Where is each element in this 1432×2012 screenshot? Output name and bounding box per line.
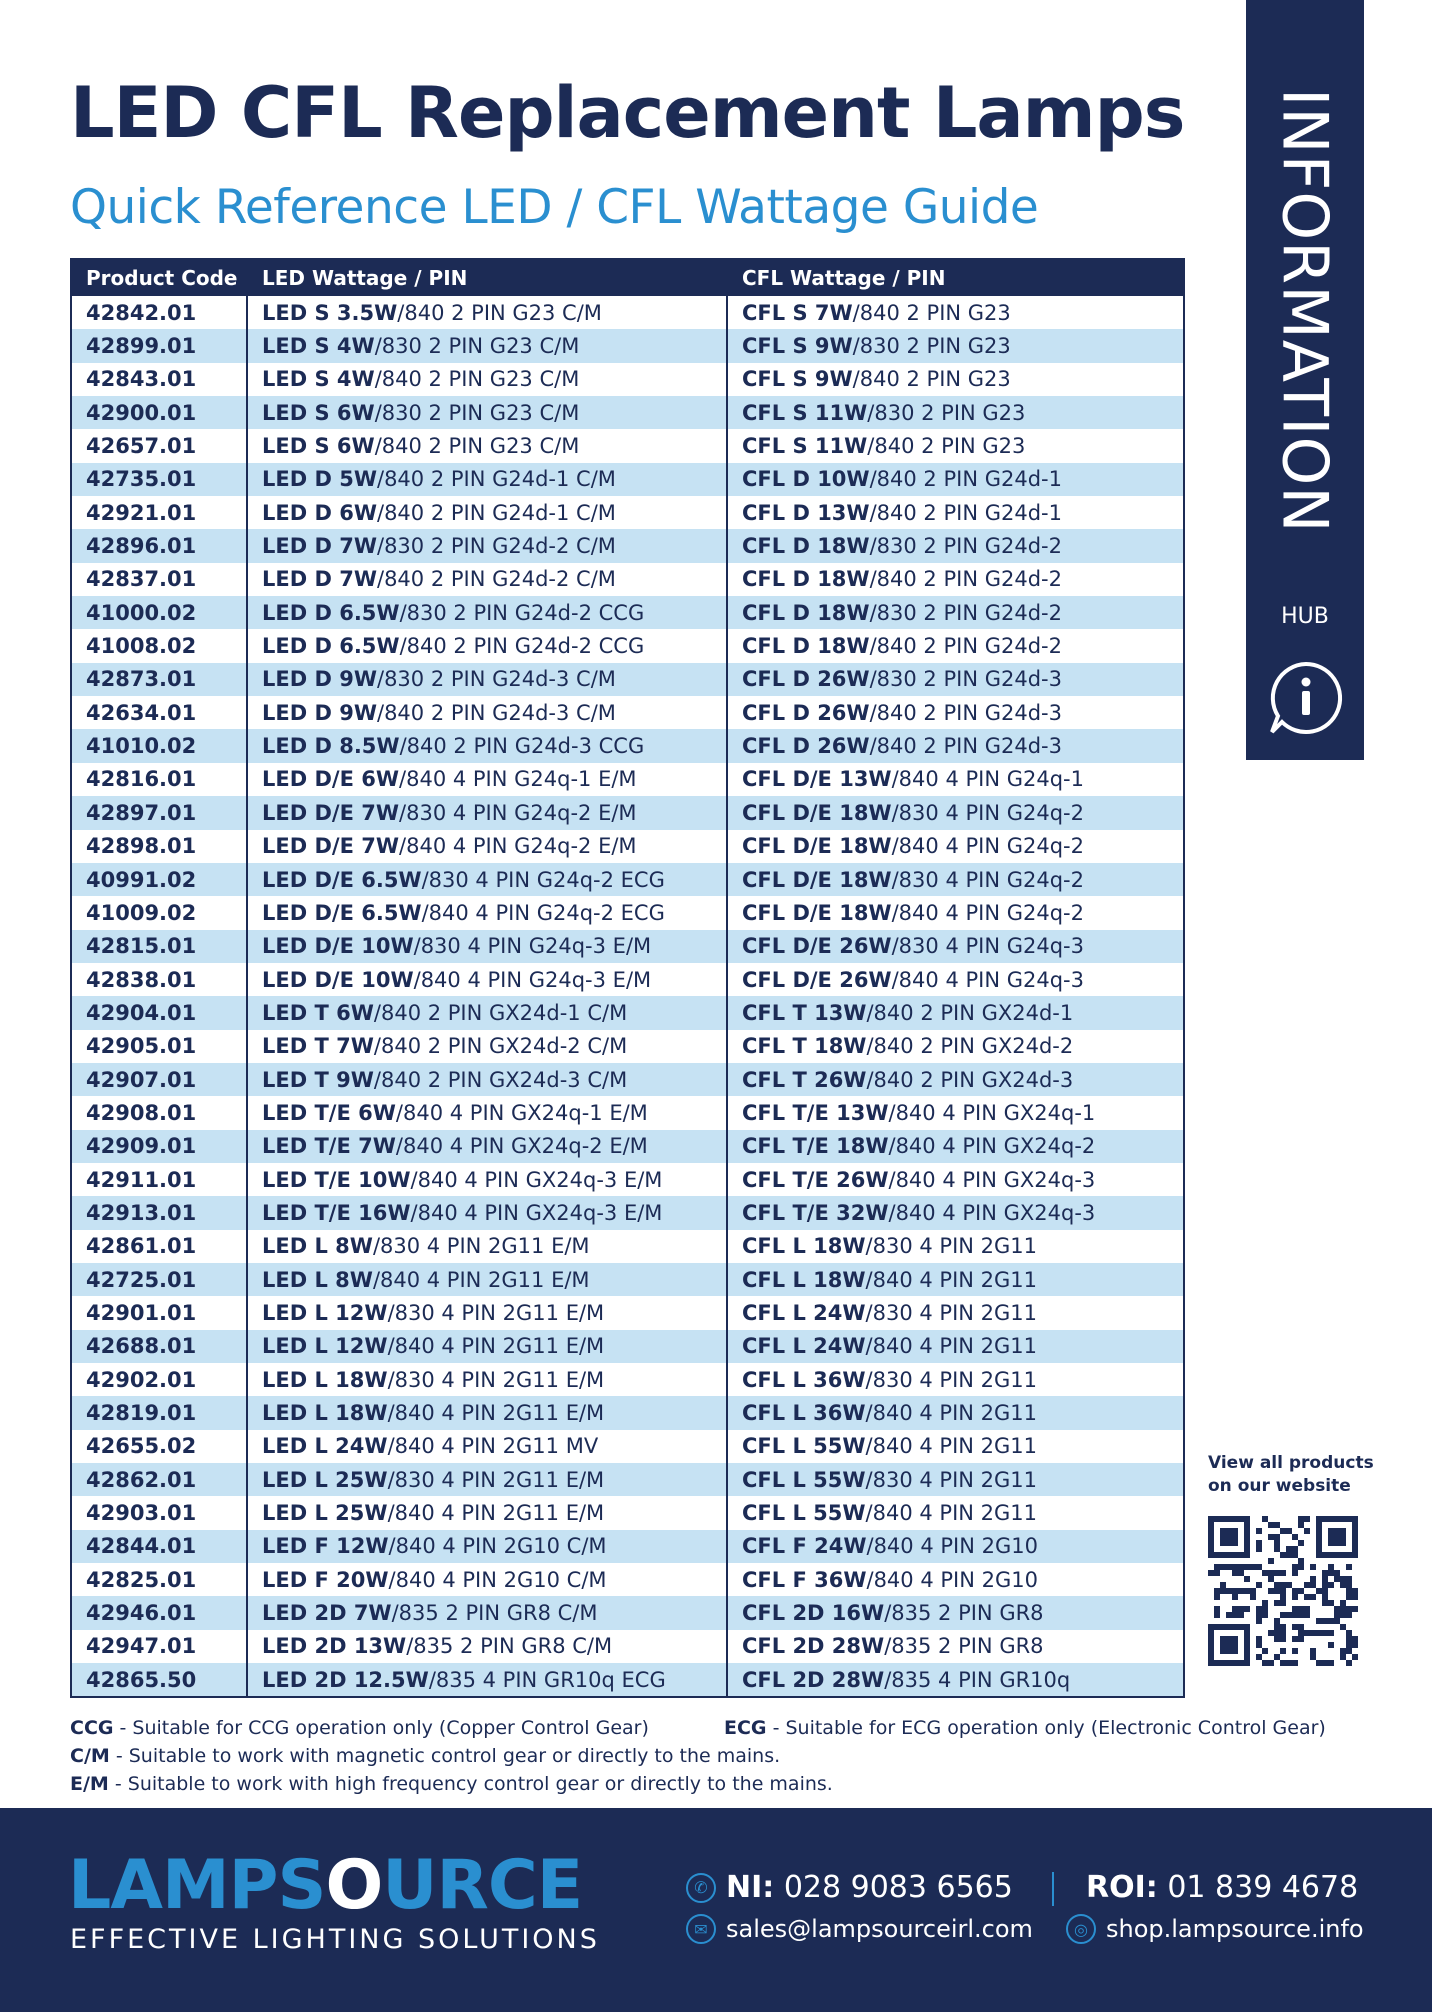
table-row bbox=[72, 1263, 1183, 1296]
cfl-wattage-cell: CFL 2D 28W /835 4 PIN GR10q bbox=[742, 1667, 1071, 1692]
cfl-wattage-cell: CFL T 18W /840 2 PIN GX24d-2 bbox=[742, 1034, 1074, 1059]
legend-notes bbox=[70, 1714, 833, 1798]
led-wattage-cell: LED D/E 7W /830 4 PIN G24q-2 E/M bbox=[248, 796, 728, 829]
cfl-wattage-cell: CFL T/E 32W /840 4 PIN GX24q-3 bbox=[742, 1200, 1096, 1225]
led-wattage-cell: LED D/E 10W /830 4 PIN G24q-3 E/M bbox=[248, 930, 728, 963]
led-wattage-cell: LED D 9W /830 2 PIN G24d-3 C/M bbox=[248, 663, 728, 696]
page-subtitle: Quick Reference LED / CFL Wattage Guide bbox=[70, 180, 1039, 235]
cfl-wattage-cell: CFL L 36W /840 4 PIN 2G11 bbox=[742, 1401, 1037, 1426]
cfl-wattage-cell: CFL L 55W /840 4 PIN 2G11 bbox=[742, 1434, 1037, 1459]
cfl-wattage-cell: CFL S 7W /840 2 PIN G23 bbox=[742, 300, 1011, 325]
cfl-wattage-cell: CFL D 26W /830 2 PIN G24d-3 bbox=[742, 667, 1062, 692]
table-row bbox=[72, 796, 1183, 829]
cfl-wattage-cell: CFL D 26W /840 2 PIN G24d-3 bbox=[742, 734, 1062, 759]
cfl-wattage-cell: CFL S 9W /830 2 PIN G23 bbox=[742, 334, 1011, 359]
table-row bbox=[72, 629, 1183, 662]
product-code: 42815.01 bbox=[72, 930, 248, 963]
product-code: 42816.01 bbox=[72, 763, 248, 796]
cfl-wattage-cell: CFL 2D 16W /835 2 PIN GR8 bbox=[742, 1601, 1044, 1626]
product-code: 42655.02 bbox=[72, 1430, 248, 1463]
led-wattage-cell: LED L 12W /840 4 PIN 2G11 E/M bbox=[248, 1330, 728, 1363]
cfl-wattage-cell: CFL D/E 26W /830 4 PIN G24q-3 bbox=[742, 934, 1084, 959]
table-row bbox=[72, 1230, 1183, 1263]
cfl-wattage-cell: CFL L 55W /830 4 PIN 2G11 bbox=[742, 1467, 1037, 1492]
table-row bbox=[72, 729, 1183, 762]
cfl-wattage-cell: CFL D 26W /840 2 PIN G24d-3 bbox=[742, 700, 1062, 725]
product-code: 42921.01 bbox=[72, 496, 248, 529]
table-row bbox=[72, 1563, 1183, 1596]
cfl-wattage-cell: CFL 2D 28W /835 2 PIN GR8 bbox=[742, 1634, 1044, 1659]
product-code: 42861.01 bbox=[72, 1230, 248, 1263]
led-wattage-cell: LED S 6W /840 2 PIN G23 C/M bbox=[248, 429, 728, 462]
product-code: 42899.01 bbox=[72, 329, 248, 362]
led-wattage-cell: LED T/E 6W /840 4 PIN GX24q-1 E/M bbox=[248, 1096, 728, 1129]
product-code: 42911.01 bbox=[72, 1163, 248, 1196]
cfl-wattage-cell: CFL F 36W /840 4 PIN 2G10 bbox=[742, 1567, 1038, 1592]
led-wattage-cell: LED D 6W /840 2 PIN G24d-1 C/M bbox=[248, 496, 728, 529]
product-code: 42947.01 bbox=[72, 1630, 248, 1663]
roi-phone[interactable]: ROI: 01 839 4678 bbox=[1086, 1870, 1359, 1905]
header-cfl-wattage: CFL Wattage / PIN bbox=[742, 266, 946, 290]
led-wattage-cell: LED D/E 6.5W /830 4 PIN G24q-2 ECG bbox=[248, 863, 728, 896]
phone-icon: ✆ bbox=[686, 1873, 716, 1903]
cfl-wattage-cell: CFL S 9W /840 2 PIN G23 bbox=[742, 367, 1011, 392]
cfl-wattage-cell: CFL T/E 18W /840 4 PIN GX24q-2 bbox=[742, 1134, 1096, 1159]
product-code: 42913.01 bbox=[72, 1196, 248, 1229]
cfl-wattage-cell: CFL L 24W /830 4 PIN 2G11 bbox=[742, 1300, 1037, 1325]
product-code: 42902.01 bbox=[72, 1363, 248, 1396]
cfl-wattage-cell: CFL F 24W /840 4 PIN 2G10 bbox=[742, 1534, 1038, 1559]
cfl-wattage-cell: CFL L 55W /840 4 PIN 2G11 bbox=[742, 1501, 1037, 1526]
led-wattage-cell: LED L 25W /840 4 PIN 2G11 E/M bbox=[248, 1496, 728, 1529]
table-row bbox=[72, 1363, 1183, 1396]
led-wattage-cell: LED 2D 12.5W /835 4 PIN GR10q ECG bbox=[248, 1663, 728, 1696]
led-wattage-cell: LED S 6W /830 2 PIN G23 C/M bbox=[248, 396, 728, 429]
led-wattage-cell: LED T 6W /840 2 PIN GX24d-1 C/M bbox=[248, 996, 728, 1029]
cfl-wattage-cell: CFL L 18W /840 4 PIN 2G11 bbox=[742, 1267, 1037, 1292]
table-row bbox=[72, 1130, 1183, 1163]
led-wattage-cell: LED T/E 7W /840 4 PIN GX24q-2 E/M bbox=[248, 1130, 728, 1163]
table-row bbox=[72, 429, 1183, 462]
table-row bbox=[72, 963, 1183, 996]
table-row bbox=[72, 1196, 1183, 1229]
led-wattage-cell: LED D 8.5W /840 2 PIN G24d-3 CCG bbox=[248, 729, 728, 762]
product-code: 41008.02 bbox=[72, 629, 248, 662]
cfl-wattage-cell: CFL D 10W /840 2 PIN G24d-1 bbox=[742, 467, 1062, 492]
cfl-wattage-cell: CFL D 18W /830 2 PIN G24d-2 bbox=[742, 534, 1062, 559]
page-title: LED CFL Replacement Lamps bbox=[70, 72, 1185, 154]
led-wattage-cell: LED D/E 7W /840 4 PIN G24q-2 E/M bbox=[248, 830, 728, 863]
note-ccg: CCG - Suitable for CCG operation only (Copper Control Gear) bbox=[70, 1717, 649, 1739]
table-row bbox=[72, 1163, 1183, 1196]
led-wattage-cell: LED F 20W /840 4 PIN 2G10 C/M bbox=[248, 1563, 728, 1596]
lamp-reference-table bbox=[70, 258, 1185, 1698]
cfl-wattage-cell: CFL L 36W /830 4 PIN 2G11 bbox=[742, 1367, 1037, 1392]
cfl-wattage-cell: CFL D/E 18W /840 4 PIN G24q-2 bbox=[742, 900, 1084, 925]
led-wattage-cell: LED L 8W /840 4 PIN 2G11 E/M bbox=[248, 1263, 728, 1296]
led-wattage-cell: LED D 7W /830 2 PIN G24d-2 C/M bbox=[248, 529, 728, 562]
led-wattage-cell: LED L 18W /830 4 PIN 2G11 E/M bbox=[248, 1363, 728, 1396]
table-row bbox=[72, 696, 1183, 729]
cfl-wattage-cell: CFL D 13W /840 2 PIN G24d-1 bbox=[742, 500, 1062, 525]
table-row bbox=[72, 329, 1183, 362]
led-wattage-cell: LED 2D 7W /835 2 PIN GR8 C/M bbox=[248, 1596, 728, 1629]
product-code: 42907.01 bbox=[72, 1063, 248, 1096]
product-code: 42862.01 bbox=[72, 1463, 248, 1496]
product-code: 42657.01 bbox=[72, 429, 248, 462]
header-product-code: Product Code bbox=[86, 266, 238, 290]
product-code: 41000.02 bbox=[72, 596, 248, 629]
product-code: 42909.01 bbox=[72, 1130, 248, 1163]
table-row bbox=[72, 563, 1183, 596]
led-wattage-cell: LED S 4W /830 2 PIN G23 C/M bbox=[248, 329, 728, 362]
product-code: 42873.01 bbox=[72, 663, 248, 696]
cfl-wattage-cell: CFL D 18W /840 2 PIN G24d-2 bbox=[742, 567, 1062, 592]
product-code: 42843.01 bbox=[72, 363, 248, 396]
cfl-wattage-cell: CFL D 18W /840 2 PIN G24d-2 bbox=[742, 634, 1062, 659]
cfl-wattage-cell: CFL L 24W /840 4 PIN 2G11 bbox=[742, 1334, 1037, 1359]
cfl-wattage-cell: CFL L 18W /830 4 PIN 2G11 bbox=[742, 1234, 1037, 1259]
ni-phone[interactable]: ✆ NI: 028 9083 6565 bbox=[686, 1870, 1013, 1905]
led-wattage-cell: LED D 5W /840 2 PIN G24d-1 C/M bbox=[248, 463, 728, 496]
qr-caption: View all products on our website bbox=[1208, 1453, 1374, 1496]
email-link[interactable]: ✉ sales@lampsourceirl.com bbox=[686, 1914, 1033, 1944]
led-wattage-cell: LED L 8W /830 4 PIN 2G11 E/M bbox=[248, 1230, 728, 1263]
product-code: 41009.02 bbox=[72, 896, 248, 929]
led-wattage-cell: LED L 18W /840 4 PIN 2G11 E/M bbox=[248, 1396, 728, 1429]
product-code: 42896.01 bbox=[72, 529, 248, 562]
cfl-wattage-cell: CFL D/E 13W /840 4 PIN G24q-1 bbox=[742, 767, 1084, 792]
cfl-wattage-cell: CFL D 18W /830 2 PIN G24d-2 bbox=[742, 600, 1062, 625]
table-row bbox=[72, 529, 1183, 562]
info-speech-bubble-icon bbox=[1268, 660, 1344, 736]
header-led-wattage: LED Wattage / PIN bbox=[262, 266, 468, 290]
product-code: 42634.01 bbox=[72, 696, 248, 729]
qr-code-icon[interactable] bbox=[1208, 1516, 1358, 1666]
table-row bbox=[72, 1430, 1183, 1463]
product-code: 42865.50 bbox=[72, 1663, 248, 1696]
table-row bbox=[72, 1096, 1183, 1129]
note-em: E/M - Suitable to work with high frequency control gear or directly to the mains. bbox=[70, 1773, 833, 1795]
product-code: 42819.01 bbox=[72, 1396, 248, 1429]
led-wattage-cell: LED T/E 10W /840 4 PIN GX24q-3 E/M bbox=[248, 1163, 728, 1196]
hub-label: HUB bbox=[1281, 604, 1329, 629]
cfl-wattage-cell: CFL D/E 18W /840 4 PIN G24q-2 bbox=[742, 834, 1084, 859]
table-row bbox=[72, 1330, 1183, 1363]
table-row bbox=[72, 863, 1183, 896]
product-code: 40991.02 bbox=[72, 863, 248, 896]
table-body bbox=[72, 296, 1183, 1696]
table-row bbox=[72, 1063, 1183, 1096]
led-wattage-cell: LED L 25W /830 4 PIN 2G11 E/M bbox=[248, 1463, 728, 1496]
led-wattage-cell: LED D/E 6.5W /840 4 PIN G24q-2 ECG bbox=[248, 896, 728, 929]
led-wattage-cell: LED D/E 6W /840 4 PIN G24q-1 E/M bbox=[248, 763, 728, 796]
product-code: 42897.01 bbox=[72, 796, 248, 829]
cfl-wattage-cell: CFL S 11W /830 2 PIN G23 bbox=[742, 400, 1026, 425]
product-code: 42901.01 bbox=[72, 1296, 248, 1329]
information-hub-word bbox=[1252, 88, 1358, 608]
product-code: 42898.01 bbox=[72, 830, 248, 863]
cfl-wattage-cell: CFL S 11W /840 2 PIN G23 bbox=[742, 434, 1026, 459]
cfl-wattage-cell: CFL D/E 18W /830 4 PIN G24q-2 bbox=[742, 800, 1084, 825]
note-ecg: ECG - Suitable for ECG operation only (Electronic Control Gear) bbox=[724, 1717, 1326, 1739]
led-wattage-cell: LED S 3.5W /840 2 PIN G23 C/M bbox=[248, 296, 728, 329]
led-wattage-cell: LED L 24W /840 4 PIN 2G11 MV bbox=[248, 1430, 728, 1463]
website-link[interactable]: ◎ shop.lampsource.info bbox=[1066, 1914, 1364, 1944]
table-header bbox=[72, 260, 1183, 296]
led-wattage-cell: LED T 7W /840 2 PIN GX24d-2 C/M bbox=[248, 1030, 728, 1063]
table-row bbox=[72, 496, 1183, 529]
cfl-wattage-cell: CFL T 26W /840 2 PIN GX24d-3 bbox=[742, 1067, 1074, 1092]
table-row bbox=[72, 930, 1183, 963]
product-code: 42725.01 bbox=[72, 1263, 248, 1296]
table-row bbox=[72, 1396, 1183, 1429]
led-wattage-cell: LED D 6.5W /840 2 PIN G24d-2 CCG bbox=[248, 629, 728, 662]
table-row bbox=[72, 1296, 1183, 1329]
table-row bbox=[72, 296, 1183, 329]
led-wattage-cell: LED T 9W /840 2 PIN GX24d-3 C/M bbox=[248, 1063, 728, 1096]
led-wattage-cell: LED 2D 13W /835 2 PIN GR8 C/M bbox=[248, 1630, 728, 1663]
note-cm: C/M - Suitable to work with magnetic control gear or directly to the mains. bbox=[70, 1745, 781, 1767]
table-row bbox=[72, 396, 1183, 429]
led-wattage-cell: LED D 9W /840 2 PIN G24d-3 C/M bbox=[248, 696, 728, 729]
product-code: 42842.01 bbox=[72, 296, 248, 329]
table-row bbox=[72, 1596, 1183, 1629]
product-code: 42735.01 bbox=[72, 463, 248, 496]
table-row bbox=[72, 1463, 1183, 1496]
led-wattage-cell: LED D 7W /840 2 PIN G24d-2 C/M bbox=[248, 563, 728, 596]
table-row bbox=[72, 1630, 1183, 1663]
table-row bbox=[72, 996, 1183, 1029]
table-row bbox=[72, 1663, 1183, 1696]
email-icon: ✉ bbox=[686, 1914, 716, 1944]
product-code: 41010.02 bbox=[72, 729, 248, 762]
table-row bbox=[72, 830, 1183, 863]
cfl-wattage-cell: CFL D/E 18W /830 4 PIN G24q-2 bbox=[742, 867, 1084, 892]
globe-icon: ◎ bbox=[1066, 1914, 1096, 1944]
table-row bbox=[72, 463, 1183, 496]
information-label: INFORMATION bbox=[1268, 88, 1342, 534]
product-code: 42837.01 bbox=[72, 563, 248, 596]
cfl-wattage-cell: CFL T/E 26W /840 4 PIN GX24q-3 bbox=[742, 1167, 1096, 1192]
product-code: 42900.01 bbox=[72, 396, 248, 429]
table-row bbox=[72, 1030, 1183, 1063]
product-code: 42946.01 bbox=[72, 1596, 248, 1629]
led-wattage-cell: LED D/E 10W /840 4 PIN G24q-3 E/M bbox=[248, 963, 728, 996]
table-row bbox=[72, 1530, 1183, 1563]
led-wattage-cell: LED F 12W /840 4 PIN 2G10 C/M bbox=[248, 1530, 728, 1563]
product-code: 42904.01 bbox=[72, 996, 248, 1029]
led-wattage-cell: LED T/E 16W /840 4 PIN GX24q-3 E/M bbox=[248, 1196, 728, 1229]
product-code: 42844.01 bbox=[72, 1530, 248, 1563]
product-code: 42838.01 bbox=[72, 963, 248, 996]
contact-divider bbox=[1052, 1872, 1054, 1906]
product-code: 42908.01 bbox=[72, 1096, 248, 1129]
led-wattage-cell: LED L 12W /830 4 PIN 2G11 E/M bbox=[248, 1296, 728, 1329]
table-row bbox=[72, 596, 1183, 629]
product-code: 42825.01 bbox=[72, 1563, 248, 1596]
product-code: 42688.01 bbox=[72, 1330, 248, 1363]
product-code: 42905.01 bbox=[72, 1030, 248, 1063]
lampsource-logo[interactable]: LAMPSOURCE bbox=[68, 1846, 583, 1925]
table-row bbox=[72, 763, 1183, 796]
cfl-wattage-cell: CFL D/E 26W /840 4 PIN G24q-3 bbox=[742, 967, 1084, 992]
table-row bbox=[72, 1496, 1183, 1529]
table-row bbox=[72, 363, 1183, 396]
led-wattage-cell: LED D 6.5W /830 2 PIN G24d-2 CCG bbox=[248, 596, 728, 629]
cfl-wattage-cell: CFL T 13W /840 2 PIN GX24d-1 bbox=[742, 1000, 1074, 1025]
product-code: 42903.01 bbox=[72, 1496, 248, 1529]
table-row bbox=[72, 663, 1183, 696]
led-wattage-cell: LED S 4W /840 2 PIN G23 C/M bbox=[248, 363, 728, 396]
table-row bbox=[72, 896, 1183, 929]
logo-tagline: EFFECTIVE LIGHTING SOLUTIONS bbox=[70, 1924, 600, 1955]
cfl-wattage-cell: CFL T/E 13W /840 4 PIN GX24q-1 bbox=[742, 1100, 1096, 1125]
